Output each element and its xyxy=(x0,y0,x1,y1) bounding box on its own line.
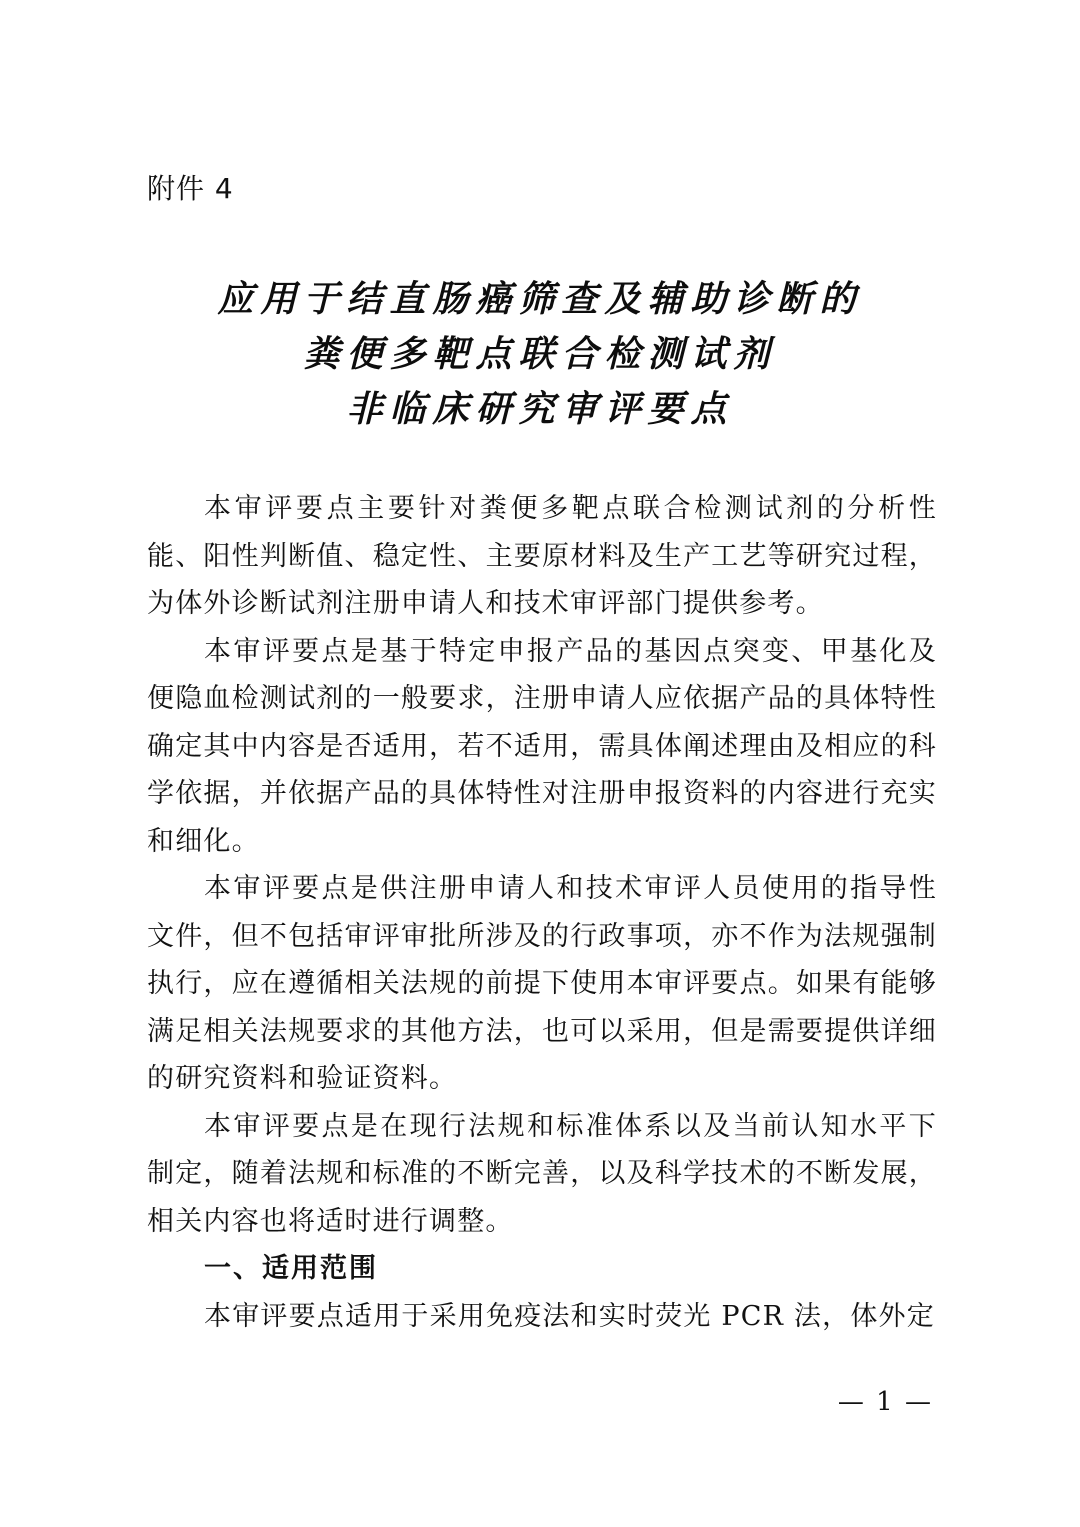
section-heading: 一、适用范围 xyxy=(204,1253,378,1284)
title-line-2: 粪便多靶点联合检测试剂 xyxy=(303,333,777,375)
title-line-3: 非临床研究审评要点 xyxy=(346,388,734,430)
paragraph-4: 本审评要点是在现行法规和标准体系以及当前认知水平下制定，随着法规和标准的不断完善，以及科学技术的不断发展，相关内容也将适时进行调整。 xyxy=(147,1110,937,1237)
page-number: — 1 — xyxy=(837,1387,933,1417)
paragraph-2: 本审评要点是基于特定申报产品的基因点突变、甲基化及便隐血检测试剂的一般要求，注册申请人应依据产品的具体特性确定其中内容是否适用，若不适用，需具体阐述理由及相应的科学依据，并依据产品的具体特性对注册申报资料的内容进行充实和细化。 xyxy=(147,635,937,857)
document-title xyxy=(140,272,940,437)
attachment-label: 附件 4 xyxy=(147,172,234,205)
title-line-1: 应用于结直肠癌筛查及辅助诊断的 xyxy=(217,278,863,320)
document-body xyxy=(147,485,937,1340)
section-paragraph: 本审评要点适用于采用免疫法和实时荧光 PCR 法，体外定 xyxy=(204,1300,935,1332)
paragraph-1: 本审评要点主要针对粪便多靶点联合检测试剂的分析性能、阳性判断值、稳定性、主要原材料及生产工艺等研究过程，为体外诊断试剂注册申请人和技术审评部门提供参考。 xyxy=(147,493,937,619)
paragraph-3: 本审评要点是供注册申请人和技术审评人员使用的指导性文件，但不包括审评审批所涉及的行政事项，亦不作为法规强制执行，应在遵循相关法规的前提下使用本审评要点。如果有能够满足相关法规要求的其他方法，也可以采用，但是需要提供详细的研究资料和验证资料。 xyxy=(147,873,937,1094)
